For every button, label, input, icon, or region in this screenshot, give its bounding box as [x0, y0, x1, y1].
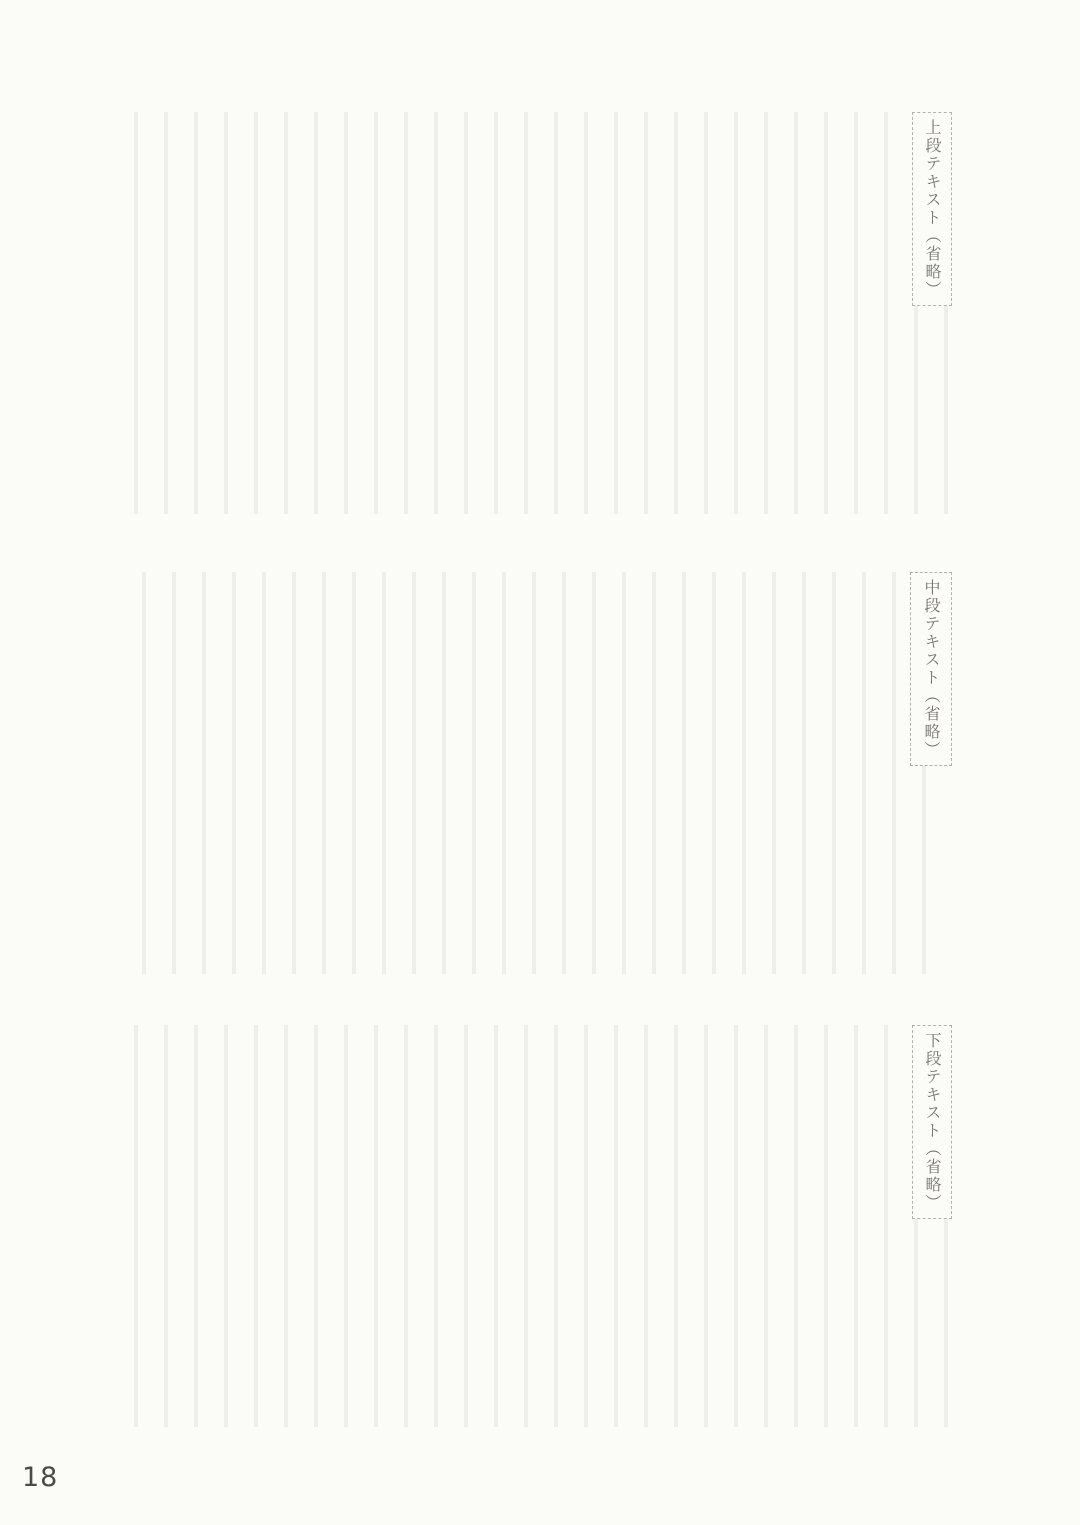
- text-band-bottom-redacted: [112, 1025, 952, 1427]
- text-band-middle-redacted: [120, 572, 952, 974]
- redaction-notice: 下段テキスト（省略）: [912, 1025, 952, 1219]
- redaction-notice: 中段テキスト（省略）: [910, 572, 952, 766]
- text-band-top-redacted: [112, 112, 952, 514]
- page-number: 18: [22, 1462, 59, 1493]
- redaction-notice: 上段テキスト（省略）: [912, 112, 952, 306]
